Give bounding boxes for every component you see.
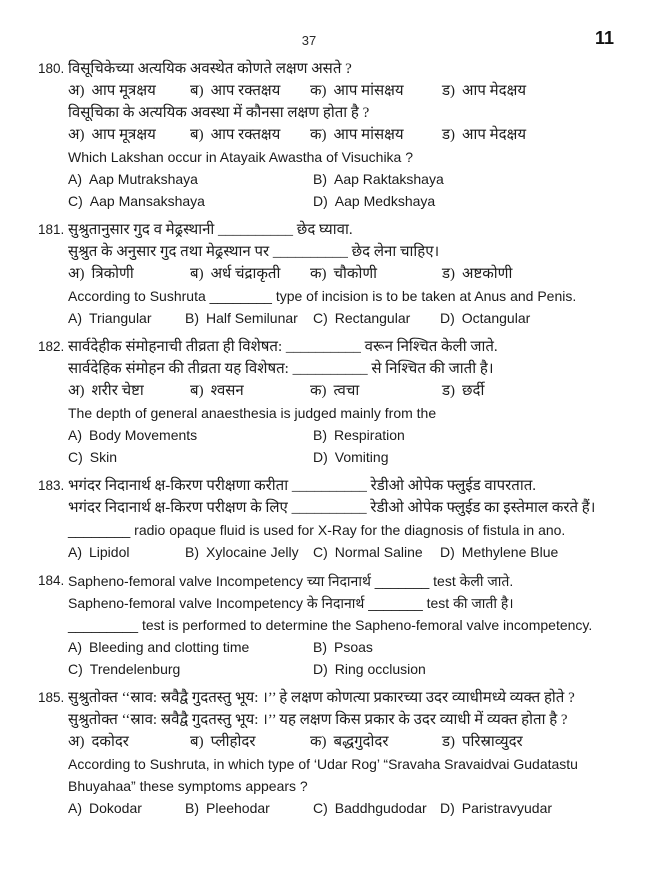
option-label: अ): [68, 383, 85, 399]
options-row: [68, 307, 634, 329]
option-text: त्वचा: [333, 383, 360, 399]
questions-list: [38, 58, 634, 826]
question-item: [38, 475, 634, 563]
option-item: [440, 307, 634, 329]
option-label: C): [68, 193, 83, 209]
question-line-devanagari: सुश्रुतोक्त ‘‘स्राव: स्रवैद्वै गुदतस्तु भूय: ।’’ हे लक्षण कोणत्या प्रकारच्या उदर व्याधीमध्ये व्यक्त होते ?: [68, 690, 575, 706]
option-text: श्वसन: [210, 383, 244, 399]
options-row: [68, 124, 634, 146]
option-text: Paristravyudar: [461, 800, 553, 816]
option-item: [68, 80, 190, 102]
option-text: Pleehodar: [206, 800, 270, 816]
option-label: D): [440, 310, 455, 326]
options-row: [68, 541, 634, 563]
option-text: दकोदर: [91, 734, 129, 750]
option-text: शरीर चेष्टा: [91, 383, 144, 399]
option-item: [68, 307, 185, 329]
option-item: [313, 168, 634, 190]
option-label: D): [313, 193, 328, 209]
option-text: Dokodar: [89, 800, 142, 816]
option-text: आप मूत्रक्षय: [91, 83, 156, 99]
option-label: ब): [190, 127, 204, 143]
option-item: [313, 424, 634, 446]
option-item: [68, 797, 185, 819]
options-row: [68, 424, 634, 446]
question-line-english: The depth of general anaesthesia is judged mainly from the: [68, 405, 437, 421]
option-item: [185, 541, 313, 563]
option-text: Rectangular: [334, 310, 411, 326]
option-text: अष्टकोणी: [462, 266, 513, 282]
question-number: 181.: [38, 222, 65, 237]
option-item: [310, 263, 442, 285]
page-number-center: 37: [301, 33, 317, 48]
option-label: A): [68, 800, 82, 816]
option-label: अ): [68, 734, 85, 750]
option-text: अर्ध चंद्राकृती: [210, 266, 281, 282]
option-text: आप रक्तक्षय: [210, 127, 281, 143]
option-item: [310, 731, 442, 753]
option-label: A): [68, 171, 82, 187]
option-text: Body Movements: [89, 427, 198, 443]
options-row: [68, 190, 634, 212]
option-item: [68, 168, 313, 190]
question-line-mixed: Sapheno-femoral valve Incompetency च्या निदानार्थ _______ test केली जाते.: [68, 573, 514, 589]
option-item: [440, 797, 634, 819]
option-label: ड): [442, 83, 456, 99]
question-line-devanagari: सुश्रुतानुसार गुद व मेढ्रस्थानी __________ छेद घ्यावा.: [68, 222, 353, 238]
option-label: B): [313, 427, 327, 443]
option-label: अ): [68, 127, 85, 143]
option-label: A): [68, 310, 82, 326]
option-label: ब): [190, 266, 204, 282]
option-item: [68, 658, 313, 680]
option-label: B): [185, 310, 199, 326]
option-text: त्रिकोणी: [91, 266, 134, 282]
options-row: [68, 168, 634, 190]
option-item: [313, 541, 440, 563]
option-label: D): [440, 544, 455, 560]
question-line-english: Which Lakshan occur in Atayaik Awastha of Visuchika ?: [68, 149, 414, 165]
option-item: [68, 636, 313, 658]
question-line-devanagari: सार्वदेहीक संमोहनाची तीव्रता ही विशेषत: __________ वरून निश्चित केली जाते.: [68, 339, 498, 355]
option-text: Vomiting: [334, 449, 389, 465]
option-text: Aap Mansakshaya: [89, 193, 205, 209]
question-line-english: Bhuyahaa” these symptoms appears ?: [68, 778, 308, 794]
option-label: A): [68, 427, 82, 443]
option-label: D): [313, 661, 328, 677]
option-label: C): [313, 310, 328, 326]
question-body: [68, 58, 634, 212]
question-line-devanagari: भगंदर निदानार्थ क्ष-किरण परीक्षणा करीता __________ रेडीओ ओपेक फ्लुईड वापरतात.: [68, 478, 537, 494]
option-text: Aap Medkshaya: [334, 193, 436, 209]
option-label: C): [68, 449, 83, 465]
option-text: आप मूत्रक्षय: [91, 127, 156, 143]
question-line-mixed: Sapheno-femoral valve Incompetency के निदानार्थ _______ test की जाती है।: [68, 595, 514, 611]
option-label: B): [185, 544, 199, 560]
question-line-english: _________ test is performed to determine the Sapheno-femoral valve incompetency.: [68, 617, 593, 633]
options-row: [68, 797, 634, 819]
option-item: [190, 380, 310, 402]
option-text: Psoas: [334, 639, 373, 655]
question-line-devanagari: भगंदर निदानार्थ क्ष-किरण परीक्षण के लिए __________ रेडीओ ओपेक फ्लुईड का इस्तेमाल करते हैं।: [68, 500, 596, 516]
option-text: प्लीहोदर: [210, 734, 256, 750]
option-item: [185, 307, 313, 329]
option-item: [68, 731, 190, 753]
options-row: [68, 80, 634, 102]
option-label: B): [185, 800, 199, 816]
option-item: [313, 190, 634, 212]
question-item: [38, 570, 634, 680]
question-item: [38, 58, 634, 212]
option-text: Aap Mutrakshaya: [89, 171, 198, 187]
option-item: [68, 380, 190, 402]
option-text: Triangular: [89, 310, 152, 326]
question-line-english: According to Sushruta, in which type of ‘Udar Rog’ “Sravaha Sravaidvai Gudatastu: [68, 756, 578, 772]
option-label: B): [313, 639, 327, 655]
option-label: ड): [442, 383, 456, 399]
option-text: आप मेदक्षय: [462, 83, 527, 99]
option-text: Xylocaine Jelly: [206, 544, 299, 560]
option-text: Bleeding and clotting time: [89, 639, 250, 655]
options-row: [68, 636, 634, 658]
question-number: 185.: [38, 690, 65, 705]
option-label: क): [310, 127, 327, 143]
option-text: Half Semilunar: [206, 310, 298, 326]
option-text: परिस्राव्युदर: [462, 734, 523, 750]
option-label: ड): [442, 127, 456, 143]
option-text: आप रक्तक्षय: [210, 83, 281, 99]
option-item: [310, 80, 442, 102]
option-item: [190, 731, 310, 753]
option-item: [313, 307, 440, 329]
option-text: Skin: [89, 449, 118, 465]
option-text: Ring occlusion: [334, 661, 426, 677]
option-label: D): [440, 800, 455, 816]
options-row: [68, 380, 634, 402]
option-text: आप मांसक्षय: [333, 127, 404, 143]
question-line-devanagari: विसूचिका के अत्ययिक अवस्था में कौनसा लक्षण होता है ?: [68, 105, 370, 121]
option-text: आप मांसक्षय: [333, 83, 404, 99]
option-label: क): [310, 83, 327, 99]
option-item: [442, 731, 634, 753]
option-text: Trendelenburg: [89, 661, 181, 677]
option-label: A): [68, 544, 82, 560]
question-body: [68, 475, 634, 563]
option-text: बद्धगुदोदर: [333, 734, 389, 750]
option-label: ब): [190, 83, 204, 99]
option-item: [442, 124, 634, 146]
question-line-devanagari: सुश्रुतोक्त ‘‘स्राव: स्रवैद्वै गुदतस्तु भूय: ।’’ यह लक्षण किस प्रकार के उदर व्याधी में व्यक्त होता है ?: [68, 712, 568, 728]
option-text: चौकोणी: [333, 266, 378, 282]
option-label: A): [68, 639, 82, 655]
question-body: [68, 219, 634, 329]
question-line-english: According to Sushruta ________ type of incision is to be taken at Anus and Penis.: [68, 288, 577, 304]
option-item: [313, 797, 440, 819]
option-item: [442, 380, 634, 402]
option-label: क): [310, 734, 327, 750]
option-label: क): [310, 266, 327, 282]
option-label: C): [68, 661, 83, 677]
question-number: 184.: [38, 573, 65, 588]
option-label: B): [313, 171, 327, 187]
option-label: D): [313, 449, 328, 465]
question-line-devanagari: सार्वदेहिक संमोहन की तीव्रता यह विशेषत: __________ से निश्चित की जाती है।: [68, 361, 494, 377]
question-item: [38, 336, 634, 468]
options-row: [68, 731, 634, 753]
option-item: [68, 446, 313, 468]
option-text: Methylene Blue: [461, 544, 559, 560]
option-item: [313, 446, 634, 468]
question-number: 180.: [38, 61, 65, 76]
option-label: ब): [190, 383, 204, 399]
option-item: [68, 124, 190, 146]
option-text: Normal Saline: [334, 544, 423, 560]
option-text: Octangular: [461, 310, 531, 326]
question-body: [68, 687, 634, 819]
question-line-english: ________ radio opaque fluid is used for X-Ray for the diagnosis of fistula in ano.: [68, 522, 566, 538]
question-line-devanagari: विसूचिकेच्या अत्ययिक अवस्थेत कोणते लक्षण असते ?: [68, 61, 352, 77]
option-text: आप मेदक्षय: [462, 127, 527, 143]
question-body: [68, 336, 634, 468]
option-item: [310, 124, 442, 146]
option-label: ड): [442, 734, 456, 750]
option-item: [310, 380, 442, 402]
option-item: [313, 636, 634, 658]
option-item: [313, 658, 634, 680]
option-item: [185, 797, 313, 819]
options-row: [68, 446, 634, 468]
question-body: [68, 570, 634, 680]
question-item: [38, 219, 634, 329]
question-line-devanagari: सुश्रुत के अनुसार गुद तथा मेढ्रस्थान पर __________ छेद लेना चाहिए।: [68, 244, 440, 260]
option-item: [190, 124, 310, 146]
option-text: Lipidol: [89, 544, 130, 560]
option-item: [68, 263, 190, 285]
question-number: 183.: [38, 478, 65, 493]
option-label: C): [313, 800, 328, 816]
option-label: क): [310, 383, 327, 399]
question-item: [38, 687, 634, 819]
option-label: C): [313, 544, 328, 560]
option-text: Respiration: [334, 427, 405, 443]
question-number: 182.: [38, 339, 65, 354]
option-label: ड): [442, 266, 456, 282]
option-label: अ): [68, 83, 85, 99]
options-row: [68, 263, 634, 285]
option-item: [190, 263, 310, 285]
option-item: [442, 80, 634, 102]
option-label: ब): [190, 734, 204, 750]
option-text: Baddhgudodar: [334, 800, 427, 816]
option-item: [440, 541, 634, 563]
option-item: [68, 424, 313, 446]
option-item: [442, 263, 634, 285]
option-text: छर्दी: [462, 383, 485, 399]
option-item: [190, 80, 310, 102]
option-item: [68, 541, 185, 563]
page-number-right: 11: [594, 28, 614, 48]
option-item: [68, 190, 313, 212]
options-row: [68, 658, 634, 680]
option-label: अ): [68, 266, 85, 282]
option-text: Aap Raktakshaya: [334, 171, 444, 187]
